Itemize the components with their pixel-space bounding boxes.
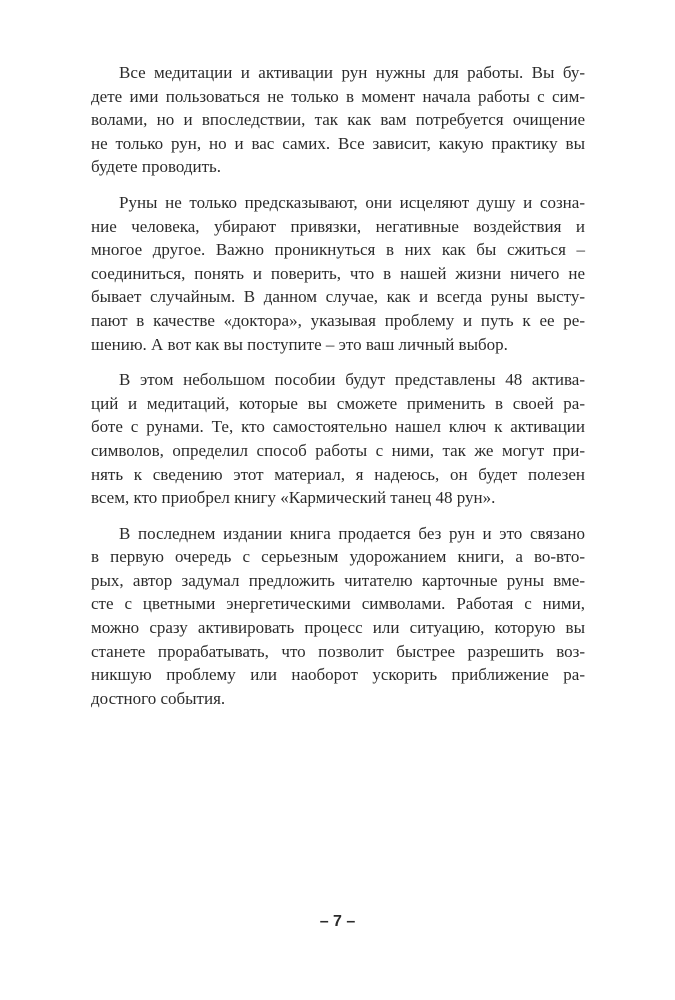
text-line: станете прорабатывать, что позволит быстрее разрешить воз- — [91, 641, 585, 661]
text-line: соединиться, понять и поверить, что в нашей жизни ничего не — [91, 263, 585, 283]
text-line: будете проводить. — [91, 157, 222, 177]
text-line: можно сразу активировать процесс или ситуацию, которую вы — [91, 618, 585, 638]
page-body — [91, 61, 585, 722]
text-line: достного события. — [91, 688, 226, 708]
text-line: боте с рунами. Те, кто самостоятельно нашел ключ к активации — [91, 417, 585, 437]
text-line: рых, автор задумал предложить читателю карточные руны вме- — [91, 570, 585, 590]
text-line: сте с цветными энергетическими символами. Работая с ними, — [91, 594, 585, 614]
page-number: – 7 – — [319, 913, 356, 930]
paragraph — [91, 191, 585, 356]
paragraph — [91, 61, 585, 179]
text-line: шению. А вот как вы поступите – это ваш личный выбор. — [91, 334, 508, 354]
text-line: ций и медитаций, которые вы сможете применить в своей ра- — [91, 393, 585, 413]
text-line: никшую проблему или наоборот ускорить приближение ра- — [91, 665, 585, 685]
text-line: символов, определил способ работы с ними, так же могут при- — [91, 440, 585, 460]
text-line: ние человека, убирают привязки, негативные воздействия и — [91, 216, 585, 236]
text-line: волами, но и впоследствии, так как вам потребуется очищение — [91, 110, 585, 130]
paragraph — [91, 368, 585, 510]
text-line: нять к сведению этот материал, я надеюсь, он будет полезен — [91, 464, 585, 484]
text-line: всем, кто приобрел книгу «Кармический танец 48 рун». — [91, 488, 496, 508]
text-line: пают в качестве «доктора», указывая проблему и путь к ее ре- — [91, 310, 585, 330]
paragraph — [91, 522, 585, 711]
text-line: дете ими пользоваться не только в момент начала работы с сим- — [91, 86, 585, 106]
text-line: В последнем издании книга продается без рун и это связано — [119, 523, 585, 543]
text-line: Все медитации и активации рун нужны для работы. Вы бу- — [119, 63, 585, 82]
text-line: Руны не только предсказывают, они исцеляют душу и созна- — [119, 192, 585, 212]
text-line: В этом небольшом пособии будут представлены 48 актива- — [119, 370, 585, 390]
text-line: в первую очередь с серьезным удорожанием книги, а во-вто- — [91, 547, 585, 567]
text-line: многое другое. Важно проникнуться в них как бы сжиться – — [91, 240, 585, 260]
text-line: не только рун, но и вас самих. Все зависит, какую практику вы — [91, 133, 585, 153]
text-line: бывает случайным. В данном случае, как и всегда руны высту- — [91, 287, 585, 307]
